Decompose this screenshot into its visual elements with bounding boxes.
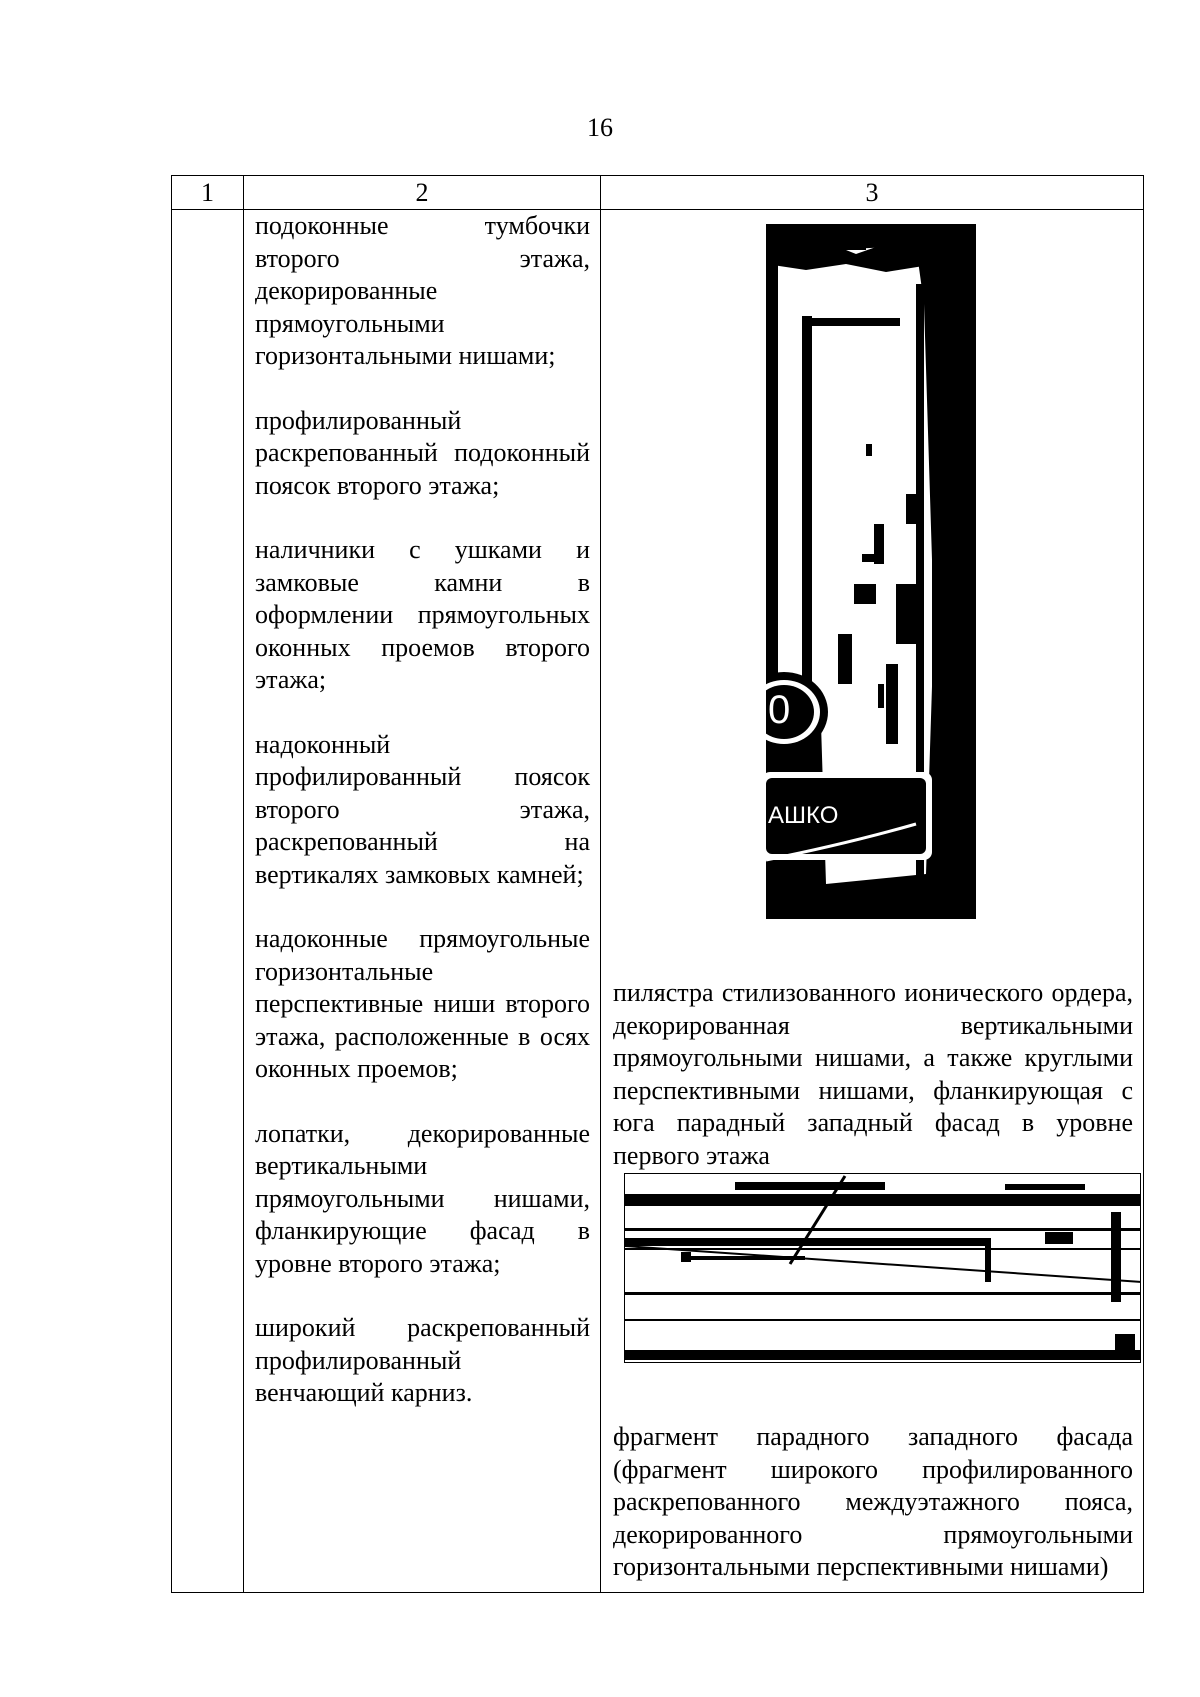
column-divider [243,176,244,1592]
column-header-3: 3 [865,178,879,207]
column-divider [600,176,601,1592]
facade-fragment-photo [624,1173,1141,1363]
page-number: 16 [587,113,613,142]
description-table [171,175,1144,1593]
element-item: надоконные прямоугольные горизонтальные перспективные ниши второго этажа, расположенные в осях оконных проемов; [255,924,590,1083]
elements-list [255,210,590,1410]
column-header-1: 1 [201,178,214,207]
element-item: наличники с ушками и замковые камни в оформлении прямоугольных оконных проемов второго этажа; [255,535,590,694]
facade-fragment-caption: фрагмент парадного западного фасада (фрагмент широкого профилированного раскрепованного междуэтажного пояса, декорированного прямоугольными горизонтальными перспективными нишами) [613,1422,1133,1581]
pilaster-sign-text: АШКО [768,802,839,829]
element-item: широкий раскрепованный профилированный венчающий карниз. [255,1313,590,1407]
pilaster-photo [766,224,976,919]
element-item: подоконные тумбочки второго этажа, декорированные прямоугольными горизонтальными нишами; [255,211,590,370]
column-header-2: 2 [415,178,429,207]
pilaster-plaque-digit: 0 [768,688,791,732]
element-item: лопатки, декорированные вертикальными прямоугольными нишами, фланкирующие фасад в уровне второго этажа; [255,1118,590,1278]
facade-fragment-image [625,1174,1141,1363]
pilaster-caption: пилястра стилизованного ионического ордера, декорированная вертикальными прямоугольными нишами, а также круглыми перспективными нишами, фланкирующая с юга парадный западный фасад в уровне первого этажа [613,978,1133,1170]
element-item: надоконный профилированный поясок второго этажа, раскрепованный на вертикалях замковых камней; [255,729,590,889]
element-item: профилированный раскрепованный подоконный поясок второго этажа; [255,405,590,500]
